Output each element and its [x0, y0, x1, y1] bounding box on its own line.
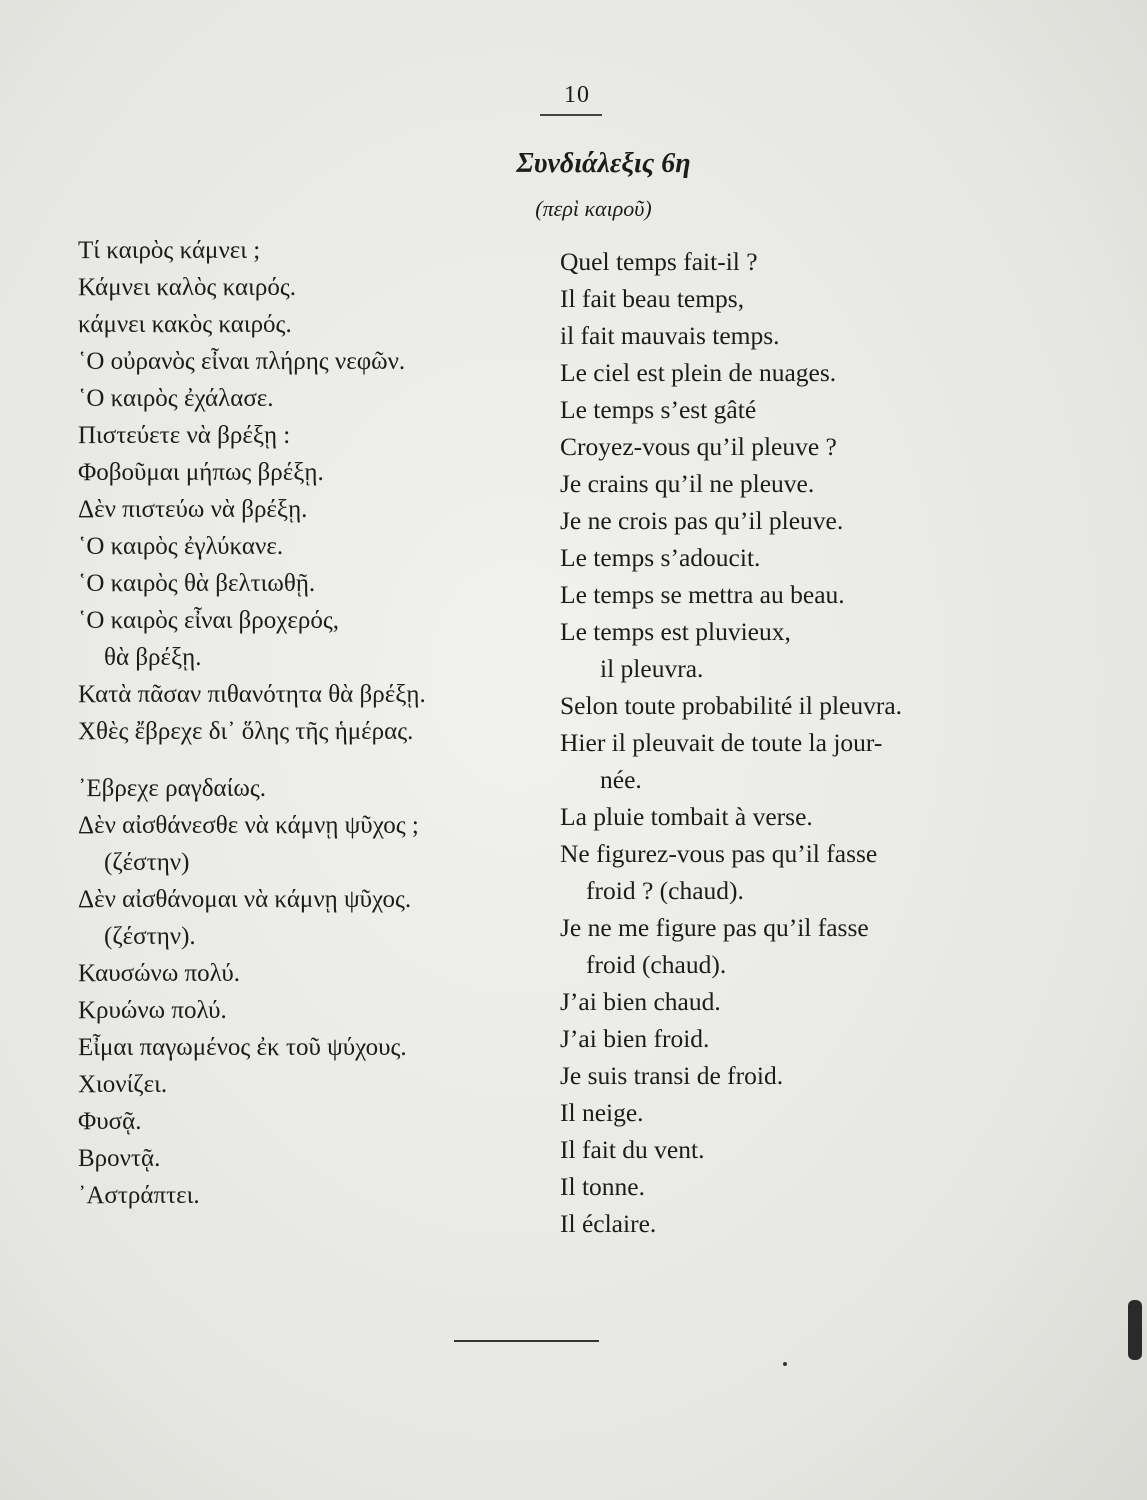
- greek-line: Φοβοῦμαι μήπως βρέξῃ.: [78, 459, 324, 486]
- greek-line: Χθὲς ἔβρεχε δι᾽ ὅλης τῆς ἡμέρας.: [78, 718, 414, 745]
- greek-line: Φυσᾷ.: [78, 1108, 142, 1135]
- greek-line: Βροντᾷ.: [78, 1145, 161, 1172]
- greek-line: (ζέστην).: [104, 923, 196, 950]
- french-line: froid (chaud).: [586, 950, 727, 979]
- greek-line: ᾽Εβρεχε ραγδαίως.: [78, 775, 266, 802]
- greek-line: ῾Ο καιρὸς ἐγλύκανε.: [78, 533, 284, 560]
- section-gap: [78, 750, 548, 770]
- french-line: Je crains qu’il ne pleuve.: [560, 469, 815, 498]
- french-line: Le temps se mettra au beau.: [560, 580, 845, 609]
- greek-line: ᾽Αστράπτει.: [78, 1182, 200, 1209]
- french-line: née.: [600, 765, 642, 794]
- greek-line: θὰ βρέξῃ.: [104, 644, 202, 671]
- greek-line: Εἶμαι παγωμένος ἐκ τοῦ ψύχους.: [78, 1034, 407, 1061]
- french-line: Il fait du vent.: [560, 1135, 705, 1164]
- french-line: Je ne me figure pas qu’il fasse: [560, 913, 869, 942]
- page-number: 10: [564, 82, 590, 108]
- greek-line: Κάμνει καλὸς καιρός.: [78, 274, 296, 301]
- greek-line: Τί καιρὸς κάμνει ;: [78, 237, 261, 264]
- french-line: Il neige.: [560, 1098, 644, 1127]
- greek-line: Χιονίζει.: [78, 1071, 168, 1098]
- french-line: il fait mauvais temps.: [560, 321, 780, 350]
- page-number-underline: [540, 114, 602, 116]
- greek-line: ῾Ο καιρὸς ἐχάλασε.: [78, 385, 274, 412]
- french-line: Hier il pleuvait de toute la jour-: [560, 728, 883, 757]
- greek-line: Δὲν αἰσθάνομαι νὰ κάμνῃ ψῦχος.: [78, 886, 412, 913]
- french-line: Ne figurez-vous pas qu’il fasse: [560, 839, 878, 868]
- greek-line: Δὲν πιστεύω νὰ βρέξῃ.: [78, 496, 308, 523]
- french-line: Le temps s’adoucit.: [560, 543, 761, 572]
- french-column: [560, 243, 1030, 1242]
- greek-line: ῾Ο οὐρανὸς εἶναι πλήρης νεφῶν.: [78, 348, 406, 375]
- french-line: Selon toute probabilité il pleuvra.: [560, 691, 903, 720]
- french-line: Il fait beau temps,: [560, 284, 745, 313]
- greek-line: Κρυώνω πολύ.: [78, 997, 227, 1024]
- french-line: Je suis transi de froid.: [560, 1061, 784, 1090]
- dialogue-title: Συνδιάλεξις 6η: [516, 148, 691, 179]
- french-line: J’ai bien chaud.: [560, 987, 721, 1016]
- french-line: Il éclaire.: [560, 1209, 657, 1238]
- french-line: Il tonne.: [560, 1172, 645, 1201]
- greek-line: Δὲν αἰσθάνεσθε νὰ κάμνῃ ψῦχος ;: [78, 812, 419, 839]
- ink-speck: [783, 1362, 787, 1366]
- greek-line: ῾Ο καιρὸς εἶναι βροχερός,: [78, 607, 339, 634]
- greek-line: Κατὰ πᾶσαν πιθανότητα θὰ βρέξῃ.: [78, 681, 426, 708]
- binding-clip-mark: [1128, 1300, 1142, 1360]
- french-line: Je ne crois pas qu’il pleuve.: [560, 506, 844, 535]
- french-line: La pluie tombait à verse.: [560, 802, 813, 831]
- french-line: J’ai bien froid.: [560, 1024, 710, 1053]
- greek-line: Καυσώνω πολύ.: [78, 960, 240, 987]
- french-line: Quel temps fait-il ?: [560, 247, 758, 276]
- end-rule: [454, 1340, 599, 1342]
- greek-line: ῾Ο καιρὸς θὰ βελτιωθῇ.: [78, 570, 316, 597]
- dialogue-subtitle: (περὶ καιροῦ): [535, 196, 652, 221]
- french-line: il pleuvra.: [600, 654, 704, 683]
- french-line: froid ? (chaud).: [586, 876, 744, 905]
- french-line: Le temps est pluvieux,: [560, 617, 791, 646]
- french-line: Croyez-vous qu’il pleuve ?: [560, 432, 837, 461]
- greek-line: (ζέστην): [104, 849, 190, 876]
- greek-column: [78, 232, 548, 1214]
- french-line: Le ciel est plein de nuages.: [560, 358, 837, 387]
- greek-line: κάμνει κακὸς καιρός.: [78, 311, 292, 338]
- french-line: Le temps s’est gâté: [560, 395, 757, 424]
- greek-line: Πιστεύετε νὰ βρέξῃ :: [78, 422, 291, 449]
